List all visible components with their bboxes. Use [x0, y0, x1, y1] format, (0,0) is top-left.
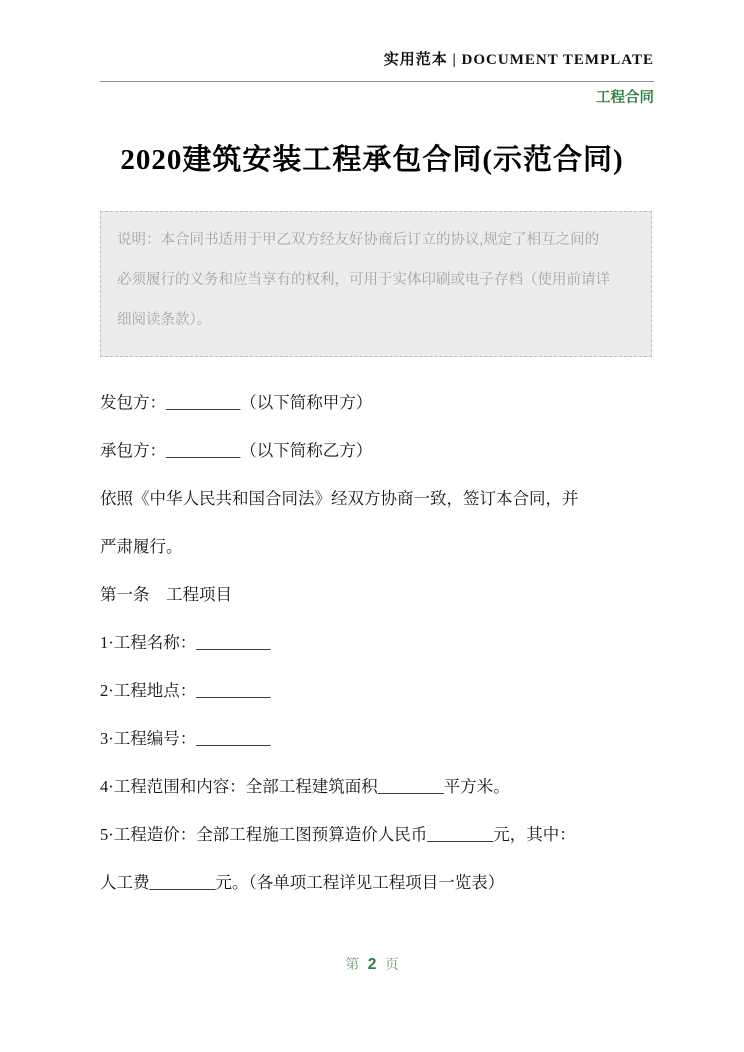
- footer-page-suffix: 页: [384, 958, 399, 973]
- contract-text-line: 发包方：_________（以下简称甲方）: [100, 393, 373, 412]
- document-title: 2020建筑安装工程承包合同(示范合同): [120, 144, 624, 176]
- footer-page-prefix: 第: [345, 958, 360, 973]
- contract-text-line: 依照《中华人民共和国合同法》经双方协商一致，签订本合同，并: [100, 489, 579, 508]
- document-category-label: 工程合同: [596, 90, 654, 106]
- contract-text-line: 3·工程编号：_________: [100, 729, 271, 748]
- page-number: 2: [367, 956, 377, 973]
- notice-box: [100, 211, 652, 357]
- contract-body: [100, 379, 652, 907]
- notice-line: 必须履行的义务和应当享有的权利，可用于实体印刷或电子存档（使用前请详: [117, 272, 610, 288]
- notice-line: 说明：本合同书适用于甲乙双方经友好协商后订立的协议,规定了相互之间的: [117, 232, 600, 248]
- contract-text-line: 4·工程范围和内容：全部工程建筑面积________平方米。: [100, 777, 510, 796]
- contract-text-line: 1·工程名称：_________: [100, 633, 271, 652]
- contract-text-line: 2·工程地点：_________: [100, 681, 271, 700]
- header-tagline: 实用范本 | DOCUMENT TEMPLATE: [383, 52, 654, 68]
- contract-text-line: 5·工程造价：全部工程施工图预算造价人民币________元，其中：: [100, 825, 576, 844]
- contract-text-line: 承包方：_________（以下简称乙方）: [100, 441, 373, 460]
- page-footer: [0, 954, 744, 974]
- header-divider: [100, 81, 654, 82]
- contract-text-line: 人工费________元。（各单项工程详见工程项目一览表）: [100, 873, 505, 892]
- page-header: [0, 0, 744, 107]
- contract-text-line: 第一条 工程项目: [100, 585, 232, 604]
- contract-text-line: 严肃履行。: [100, 537, 183, 556]
- notice-line: 细阅读条款）。: [117, 312, 212, 328]
